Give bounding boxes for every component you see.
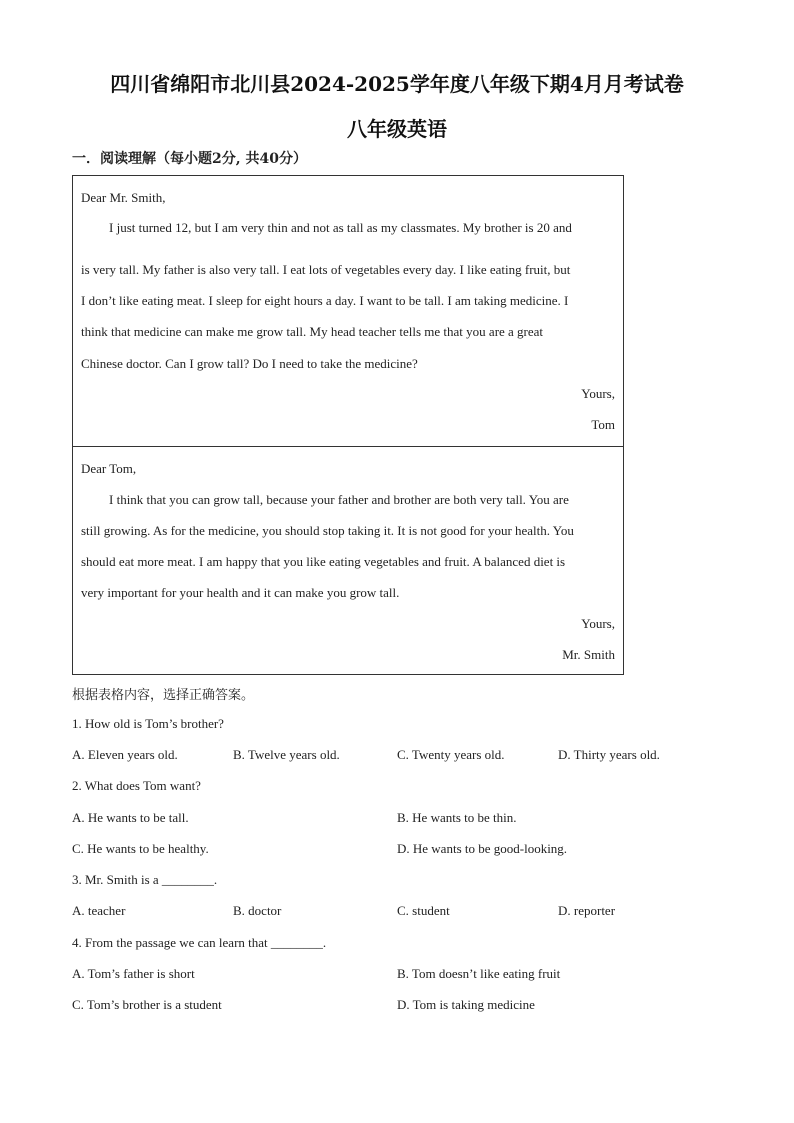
option-c: C. Tom’s brother is a student <box>72 997 222 1012</box>
letter-closing: Yours, <box>581 616 615 631</box>
letter-line: is very tall. My father is also very tall. I eat lots of vegetables every day. I like eating fruit, but <box>81 262 571 277</box>
letter-greeting: Dear Mr. Smith, <box>81 190 166 205</box>
option-a: A. Tom’s father is short <box>72 966 195 981</box>
letter-box-tom <box>72 175 624 447</box>
section-heading: 一．阅读理解（每小题2分, 共40分） <box>72 151 307 167</box>
letter-line: think that medicine can make me grow tall. My head teacher tells me that you are a great <box>81 324 544 339</box>
option-a: A. He wants to be tall. <box>72 810 189 825</box>
letter-closing: Yours, <box>581 386 615 401</box>
letter-line: Chinese doctor. Can I grow tall? Do I need to take the medicine? <box>81 356 418 371</box>
option-d: D. reporter <box>558 903 616 918</box>
letter-line: I think that you can grow tall, because your father and brother are both very tall. You are <box>109 492 569 507</box>
question-stem: 1. How old is Tom’s brother? <box>72 716 224 731</box>
option-a: A. Eleven years old. <box>72 747 178 762</box>
question-stem: 3. Mr. Smith is a ________. <box>72 872 218 887</box>
letter-signature: Tom <box>591 417 615 432</box>
letter-line: still growing. As for the medicine, you should stop taking it. It is not good for your health. You <box>81 523 574 538</box>
exam-subtitle: 八年级英语 <box>347 117 447 141</box>
question-stem: 4. From the passage we can learn that ________. <box>72 935 327 950</box>
option-c: C. student <box>397 903 450 918</box>
option-d: D. He wants to be good-looking. <box>397 841 568 856</box>
option-c: C. Twenty years old. <box>397 747 505 762</box>
question-stem: 2. What does Tom want? <box>72 778 201 793</box>
letter-line: I don’t like eating meat. I sleep for eight hours a day. I want to be tall. I am taking medicine. I <box>81 293 569 308</box>
option-b: B. He wants to be thin. <box>397 810 517 825</box>
letter-box-mr-smith <box>72 446 624 675</box>
option-b: B. doctor <box>233 903 282 918</box>
instruction-text: 根据表格内容，选择正确答案。 <box>72 688 255 703</box>
letter-line: very important for your health and it can make you grow tall. <box>81 585 400 600</box>
letter-line: should eat more meat. I am happy that you like eating vegetables and fruit. A balanced diet is <box>81 554 566 569</box>
option-b: B. Tom doesn’t like eating fruit <box>397 966 561 981</box>
option-d: D. Thirty years old. <box>558 747 660 762</box>
letter-line: I just turned 12, but I am very thin and not as tall as my classmates. My brother is 20 and <box>109 220 572 235</box>
option-b: B. Twelve years old. <box>233 747 340 762</box>
option-a: A. teacher <box>72 903 126 918</box>
option-c: C. He wants to be healthy. <box>72 841 209 856</box>
option-d: D. Tom is taking medicine <box>397 997 535 1012</box>
letter-greeting: Dear Tom, <box>81 461 137 476</box>
letter-signature: Mr. Smith <box>562 647 615 662</box>
exam-title: 四川省绵阳市北川县2024-2025学年度八年级下期4月月考试卷 <box>110 72 684 96</box>
